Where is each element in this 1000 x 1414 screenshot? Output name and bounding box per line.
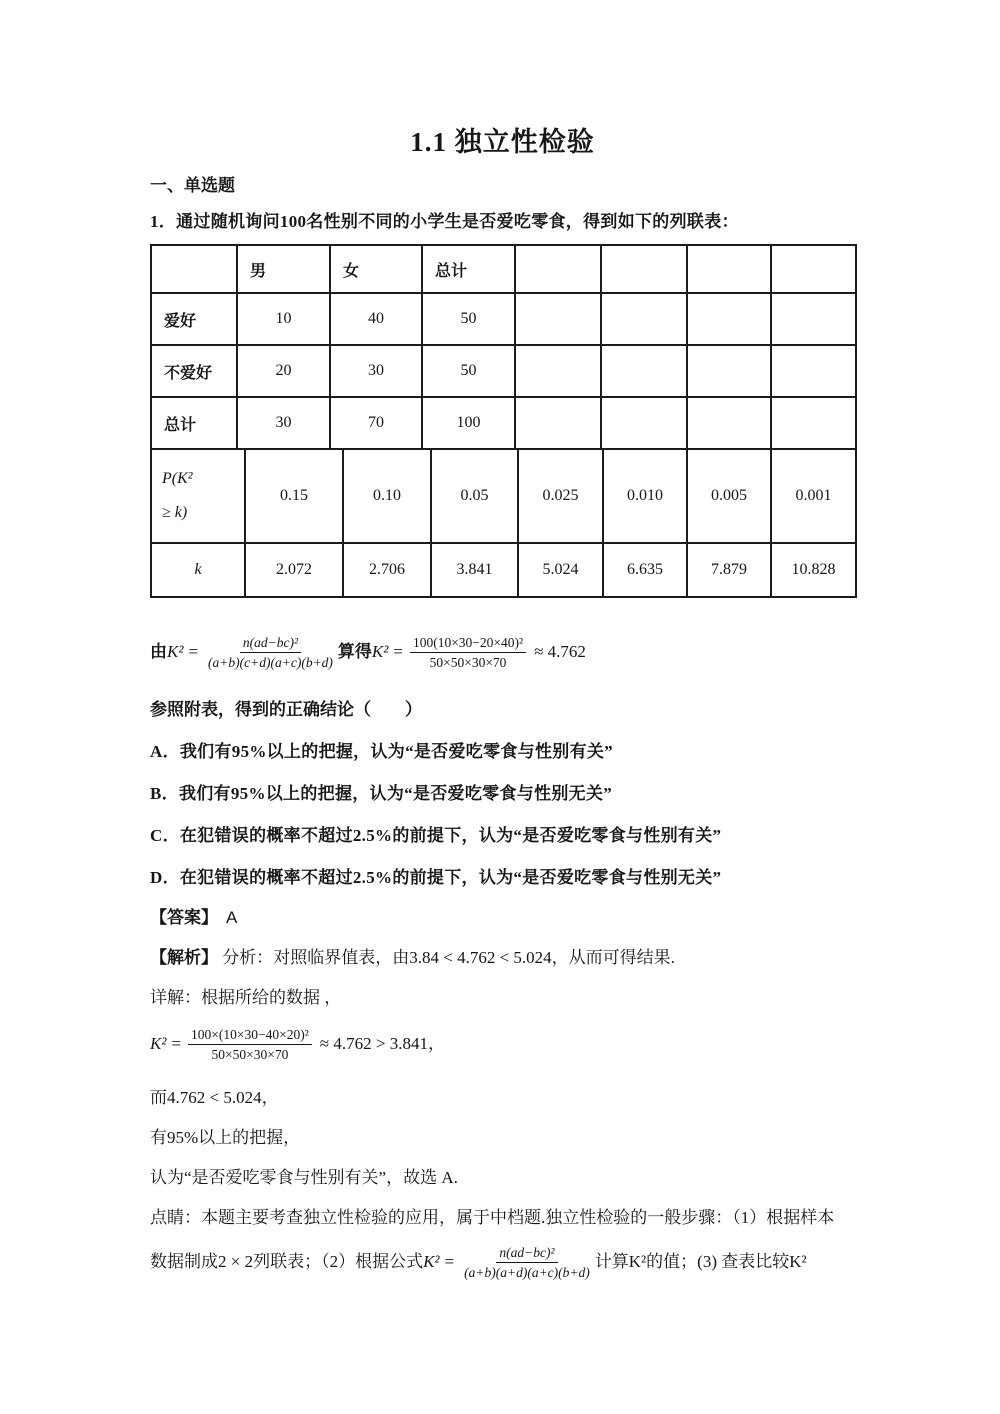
table-cell-empty [151,245,237,293]
table-cell-empty [771,293,856,345]
table-cell-empty [687,245,771,293]
table-cell-empty [515,397,601,449]
equals-sign: = [171,1034,182,1053]
p-label-line2: ≥ k) [162,504,188,521]
table-cell-empty [771,345,856,397]
analysis-conclusion-line: 认为“是否爱吃零食与性别有关”，故选 A. [150,1168,458,1187]
table-cell: 40 [330,293,422,345]
col-header-total: 总计 [422,245,515,293]
table-cell: 10 [237,293,330,345]
k2-calculation-line [150,626,855,678]
tip-line-1: 点睛：本题主要考查独立性检验的应用，属于中档题.独立性检验的一般步骤：（1）根据样本 [150,1208,835,1227]
analysis-intro-line [150,946,855,970]
col-header-male: 男 [237,245,330,293]
option-b: B．我们有95%以上的把握，认为“是否爱吃零食与性别无关” [150,784,613,803]
fraction-numerator: n(ad−bc)² [496,1244,557,1263]
answer-line [150,906,855,930]
fraction-denominator: 50×50×30×70 [211,1046,289,1062]
table-cell: 50 [422,345,515,397]
k-squared-symbol: K² [371,642,389,661]
table-cell: 50 [422,293,515,345]
row-header-like: 爱好 [151,293,237,345]
tip-text-post: 计算K²的值；(3) 查表比较K² [594,1252,807,1271]
question-prompt: 参照附表，得到的正确结论（ ） [150,700,422,719]
equals-sign: = [393,642,403,661]
col-header-female: 女 [330,245,422,293]
table-cell: 7.879 [687,543,771,597]
table-cell-empty [601,245,687,293]
critical-value-table [150,448,857,598]
equals-sign: = [444,1252,455,1271]
row-header-total: 总计 [151,397,237,449]
answer-tag: 【答案】 [150,908,218,927]
table-row [151,397,856,449]
analysis-compare-line: 而4.762 < 5.024， [150,1088,279,1107]
formula-mid-text: 算得 [337,642,372,661]
answer-value: A [226,908,238,927]
fraction-numerator: 100×(10×30−40×20)² [188,1026,312,1045]
table-cell: 30 [330,345,422,397]
table-cell-empty [687,293,771,345]
formula-lead-text: 由 [150,642,167,661]
fraction-denominator: 50×50×30×70 [429,654,507,670]
table-cell-empty [771,397,856,449]
fraction-numerator: 100(10×30−20×40)² [410,634,526,653]
k-squared-symbol: K² [150,1034,167,1053]
analysis-k2-calculation [150,1018,855,1070]
table-cell: 100 [422,397,515,449]
k2-value-fraction [410,634,526,671]
tip-fraction [461,1244,593,1281]
table-cell: 10.828 [771,543,856,597]
k2-definition-fraction [205,634,336,671]
table-cell-empty [687,397,771,449]
contingency-table [150,244,857,450]
table-cell: 5.024 [518,543,603,597]
table-cell: 2.706 [343,543,431,597]
table-cell: 30 [237,397,330,449]
p-label-line1: P(K² [162,470,193,487]
table-cell-empty [515,293,601,345]
row-header-dislike: 不爱好 [151,345,237,397]
table-cell: 0.025 [518,449,603,543]
approx-result: ≈ 4.762 [534,642,586,661]
table-cell: 0.10 [343,449,431,543]
table-cell-empty [515,345,601,397]
option-a: A．我们有95%以上的把握，认为“是否爱吃零食与性别有关” [150,742,613,761]
table-cell-empty [601,397,687,449]
analysis-tag: 【解析】 [150,948,218,967]
table-cell: 3.841 [431,543,518,597]
table-cell-empty [601,345,687,397]
fraction-denominator: (a+b)(c+d)(a+c)(b+d) [208,654,333,670]
table-cell: 70 [330,397,422,449]
analysis-fraction [188,1026,312,1063]
page-title: 1.1 独立性检验 [410,127,595,157]
table-row [151,449,856,543]
table-cell: 0.05 [431,449,518,543]
analysis-intro-text: 分析：对照临界值表，由3.84 < 4.762 < 5.024，从而可得结果. [222,948,675,967]
question-text: 1．通过随机询问100名性别不同的小学生是否爱吃零食，得到如下的列联表： [150,212,739,231]
table-row [151,293,856,345]
equals-sign: = [188,642,199,661]
fraction-numerator: n(ad−bc)² [240,634,301,653]
k-squared-symbol: K² [423,1252,440,1271]
table-cell: 6.635 [603,543,687,597]
table-row [151,245,856,293]
k-label: k [151,543,245,597]
table-cell: 2.072 [245,543,343,597]
table-cell: 0.010 [603,449,687,543]
analysis-detail-line: 详解：根据所给的数据 ， [150,988,342,1007]
analysis-confidence-line: 有95%以上的把握， [150,1128,301,1147]
table-cell: 0.005 [687,449,771,543]
option-d: D．在犯错误的概率不超过2.5%的前提下，认为“是否爱吃零食与性别无关” [150,868,722,887]
table-cell-empty [687,345,771,397]
table-row [151,543,856,597]
fraction-denominator: (a+b)(a+d)(a+c)(b+d) [464,1264,590,1280]
k-squared-symbol: K² [167,642,184,661]
approx-result: ≈ 4.762 > 3.841， [319,1034,445,1053]
tip-text-pre: 数据制成2 × 2列联表；（2）根据公式 [150,1252,424,1271]
table-cell-empty [601,293,687,345]
table-cell: 0.001 [771,449,856,543]
table-cell-empty [515,245,601,293]
table-row [151,345,856,397]
p-k2-label [151,449,245,543]
option-c: C．在犯错误的概率不超过2.5%的前提下，认为“是否爱吃零食与性别有关” [150,826,722,845]
section-heading: 一、单选题 [150,176,235,195]
table-cell: 0.15 [245,449,343,543]
tip-line-2 [150,1236,855,1288]
table-cell: 20 [237,345,330,397]
table-cell-empty [771,245,856,293]
